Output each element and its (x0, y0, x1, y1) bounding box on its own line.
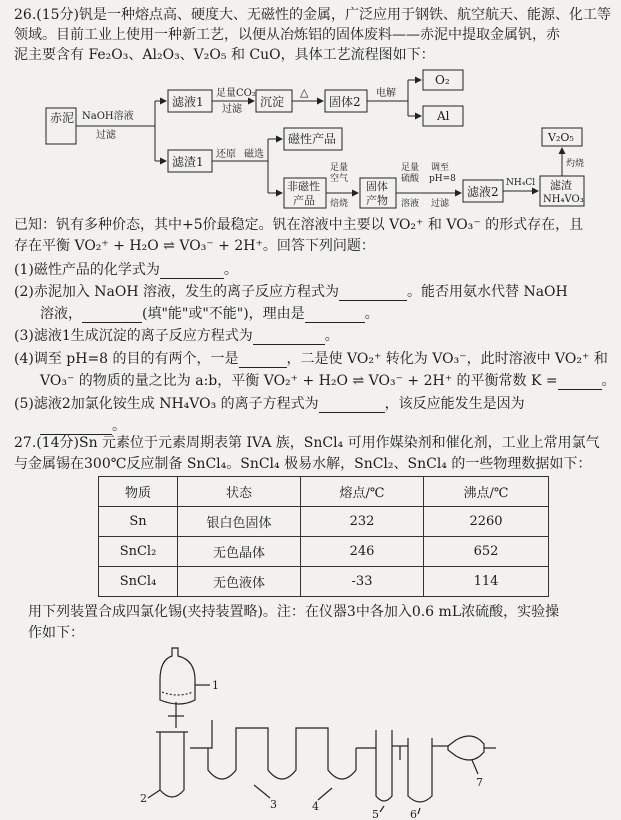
flow-cixing: 磁性产品 (288, 132, 337, 146)
vessel-5 (376, 730, 392, 801)
flow-lvye2: 滤液2 (467, 185, 499, 199)
flow-liusuan3: 溶液 (401, 199, 420, 209)
flow-huanyuan: 还原 (216, 149, 236, 160)
answer-blank[interactable] (40, 420, 112, 435)
q27-after2: 作如下： (28, 625, 84, 641)
flow-cixuan: 磁选 (244, 149, 264, 160)
table-header: 沸点/℃ (424, 477, 549, 507)
flow-nh4cl: NH₄Cl (506, 178, 536, 188)
table-cell: 无色液体 (178, 567, 301, 597)
table-row (99, 507, 549, 537)
q26-known2: 存在平衡 VO₂⁺ + H₂O ⇌ VO₃⁻ + 2H⁺。回答下列问题： (14, 238, 375, 254)
drying-tube-7 (448, 736, 484, 760)
flow-co2: 足量CO₂ (216, 88, 256, 99)
table-cell: 2260 (424, 507, 549, 537)
q26-line2: 领域。目前工业上使用一种新工艺，以便从冶炼铝的固体废料——赤泥中提取金属钒，赤 (14, 27, 560, 43)
answer-blank[interactable] (253, 330, 325, 345)
q26-sub5: (5)滤液2加氯化铵生成 NH₄VO₃ 的离子方程式为 ，该反应能发生是因为 (14, 396, 525, 412)
q26-sub4b: VO₃⁻ 的物质的量之比为 a:b，平衡 VO₂⁺ + H₂O ⇌ VO₃⁻ + 2H⁺ 的平衡常数 K = 。 (40, 373, 616, 389)
flow-liusuan2: 硫酸 (401, 174, 420, 184)
process-flowchart (0, 0, 621, 215)
q26-sub5b: 。 (40, 417, 126, 435)
vessel-6 (408, 738, 432, 802)
q26-known1: 已知：钒有多种价态，其中+5价最稳定。钒在溶液中主要以 VO₂⁺ 和 VO₃⁻ 的形式存在，且 (14, 217, 584, 233)
label-5: 5 (372, 808, 379, 820)
table-cell: SnCl₂ (99, 537, 178, 567)
flow-o2: O₂ (435, 73, 450, 87)
table-cell: Sn (99, 507, 178, 537)
q26-sub4a: (4)调至 pH=8 的目的有两个，一是 ，二是使 VO₂⁺ 转化为 VO₃⁻，此时溶液中 VO₂⁺ 和 (14, 351, 608, 367)
label-1: 1 (212, 679, 219, 692)
flask-2 (160, 732, 184, 797)
table-header: 物质 (99, 477, 178, 507)
flow-chendian: 沉淀 (260, 95, 285, 109)
q26-sub1: (1)磁性产品的化学式为 。 (14, 262, 238, 278)
table-row (99, 537, 549, 567)
table-cell: 银白色固体 (178, 507, 301, 537)
answer-blank[interactable] (558, 375, 602, 390)
flow-feicixing2: 产品 (293, 194, 315, 207)
label-3: 3 (270, 798, 277, 811)
flow-kongqi3: 焙烧 (330, 199, 349, 209)
table-header: 熔点/℃ (301, 477, 424, 507)
q27-line1: 27.(14分)Sn 元素位于元素周期表第 IVA 族，SnCl₄ 可用作媒染剂和催化剂，工业上常用氯气 (14, 435, 600, 451)
table-header: 状态 (178, 477, 301, 507)
flow-liusuan1: 足量 (401, 163, 420, 173)
answer-blank[interactable] (239, 353, 287, 368)
flow-guti2: 固体2 (329, 95, 361, 109)
table-cell: 232 (301, 507, 424, 537)
q26-sub2b: 溶液， (填"能"或"不能")，理由是 。 (40, 306, 379, 322)
q27-after1: 用下列装置合成四氯化锡(夹持装置略)。注：在仪器3中各加入0.6 mL浓硫酸，实验操 (28, 604, 560, 620)
flow-v2o5: V₂O₅ (548, 131, 574, 144)
flow-lvzha2b: NH₄VO₃ (543, 194, 584, 205)
flow-feicixing1: 非磁性 (287, 180, 320, 193)
q26-line3: 泥主要含有 Fe₂O₃、Al₂O₃、V₂O₅ 和 CuO，具体工艺流程图如下： (14, 47, 435, 63)
q27-line2: 与金属锡在300℃反应制备 SnCl₄。SnCl₄ 极易水解，SnCl₂、SnCl₄ 的一些物理数据如下： (14, 456, 592, 472)
answer-blank[interactable] (160, 264, 224, 279)
flow-guti1: 固体 (366, 180, 388, 193)
answer-blank[interactable] (339, 286, 407, 301)
flow-guolv1: 过滤 (96, 130, 116, 141)
flow-chini: 赤泥 (50, 111, 75, 125)
flow-ph3: 过滤 (431, 199, 450, 209)
table-cell: 246 (301, 537, 424, 567)
table-cell: -33 (301, 567, 424, 597)
flow-ph2: pH=8 (429, 174, 456, 184)
flow-al: Al (437, 109, 450, 123)
flow-naoh: NaOH溶液 (82, 111, 134, 122)
u-tubes-3 (208, 720, 356, 779)
label-7: 7 (476, 776, 483, 789)
physical-data-table (98, 476, 549, 597)
q26-sub2a: (2)赤泥加入 NaOH 溶液，发生的离子反应方程式为 。能否用氨水代替 NaOH (14, 284, 568, 300)
table-cell: SnCl₄ (99, 567, 178, 597)
flow-chanwu: 产物 (366, 194, 388, 207)
answer-blank[interactable] (82, 308, 142, 323)
flow-dianjie: 电解 (376, 88, 396, 99)
q26-line1: 26.(15分)钒是一种熔点高、硬度大、无磁性的金属，广泛应用于钢铁、航空航天、能源、化工等 (14, 7, 612, 23)
flow-delta: △ (300, 86, 309, 99)
table-cell: 114 (424, 567, 549, 597)
label-6: 6 (410, 808, 417, 820)
flow-zhuoshao: 灼烧 (566, 159, 585, 169)
q26-sub3: (3)滤液1生成沉淀的离子反应方程式为 。 (14, 328, 339, 344)
answer-blank[interactable] (305, 308, 365, 323)
dropping-funnel (160, 648, 195, 704)
flow-lvye1: 滤液1 (172, 95, 204, 109)
flow-guolv2: 过滤 (222, 104, 242, 115)
label-2: 2 (140, 792, 147, 805)
answer-blank[interactable] (319, 398, 385, 413)
flow-lvzha1: 滤渣1 (172, 155, 204, 169)
flow-lvzha2a: 滤渣 (550, 179, 572, 192)
flow-ph1: 调至 (431, 163, 450, 173)
flow-kongqi1: 足量 (330, 163, 349, 173)
label-4: 4 (312, 800, 319, 813)
table-row (99, 567, 549, 597)
apparatus-diagram (0, 640, 621, 820)
table-cell: 无色晶体 (178, 537, 301, 567)
flow-kongqi2: 空气 (330, 174, 349, 184)
table-header-row (99, 477, 549, 507)
table-cell: 652 (424, 537, 549, 567)
